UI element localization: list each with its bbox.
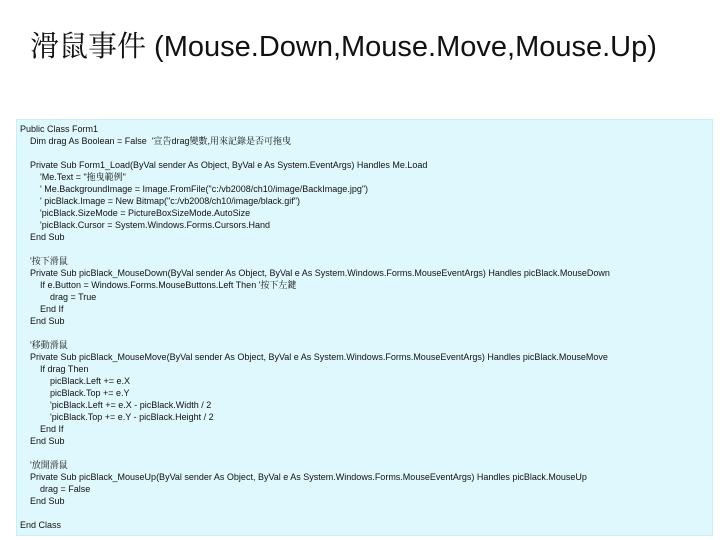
code-line: '放開滑鼠 — [20, 460, 68, 470]
code-block — [16, 119, 713, 536]
code-line: End Sub — [20, 232, 65, 242]
code-line: End Sub — [20, 436, 65, 446]
code-line: ' Me.BackgroundImage = Image.FromFile("c:/vb2008/ch10/image/BackImage.jpg") — [20, 184, 369, 194]
code-line: 'picBlack.Top += e.Y - picBlack.Height / 2 — [20, 412, 214, 422]
code-line: 'picBlack.Left += e.X - picBlack.Width / 2 — [20, 400, 212, 410]
code-line: Private Sub picBlack_MouseMove(ByVal sender As Object, ByVal e As System.Windows.Forms.MouseEventArgs) Handles picBlack.MouseMove — [20, 352, 608, 362]
code-line: picBlack.Top += e.Y — [20, 388, 130, 398]
code-line: 'picBlack.Cursor = System.Windows.Forms.Cursors.Hand — [20, 220, 271, 230]
code-line: End If — [20, 424, 64, 434]
code-line — [20, 147, 610, 159]
code-line: If e.Button = Windows.Forms.MouseButtons.Left Then '按下左鍵 — [20, 280, 297, 290]
code-line: Private Sub picBlack_MouseUp(ByVal sender As Object, ByVal e As System.Windows.Forms.MouseEventArgs) Handles picBlack.MouseUp — [20, 472, 587, 482]
code-line: ' picBlack.Image = New Bitmap("c:/vb2008/ch10/image/black.gif") — [20, 196, 300, 206]
code-line: Dim drag As Boolean = False '宣告drag變數,用來記錄是否可拖曳 — [20, 136, 292, 146]
code-lines — [20, 123, 610, 531]
code-line — [20, 447, 610, 459]
code-line — [20, 507, 610, 519]
slide-title: 滑鼠事件 (Mouse.Down,Mouse.Move,Mouse.Up) — [30, 31, 657, 63]
code-line: Public Class Form1 — [20, 124, 99, 134]
code-line: '按下滑鼠 — [20, 256, 68, 266]
code-line: 'Me.Text = "拖曳範例" — [20, 172, 126, 182]
code-line: End Sub — [20, 316, 65, 326]
code-line: drag = True — [20, 292, 97, 302]
code-line: picBlack.Left += e.X — [20, 376, 131, 386]
code-line: Private Sub picBlack_MouseDown(ByVal sender As Object, ByVal e As System.Windows.Forms.MouseEventArgs) Handles picBlack.MouseDown — [20, 268, 610, 278]
code-line: '移動滑鼠 — [20, 340, 68, 350]
code-line: End Sub — [20, 496, 65, 506]
code-line: drag = False — [20, 484, 91, 494]
code-line: End If — [20, 304, 64, 314]
code-line: Private Sub Form1_Load(ByVal sender As Object, ByVal e As System.EventArgs) Handles Me.Load — [20, 160, 428, 170]
code-line: 'picBlack.SizeMode = PictureBoxSizeMode.AutoSize — [20, 208, 251, 218]
code-line — [20, 243, 610, 255]
code-line: If drag Then — [20, 364, 89, 374]
code-line: End Class — [20, 520, 62, 530]
code-line — [20, 327, 610, 339]
